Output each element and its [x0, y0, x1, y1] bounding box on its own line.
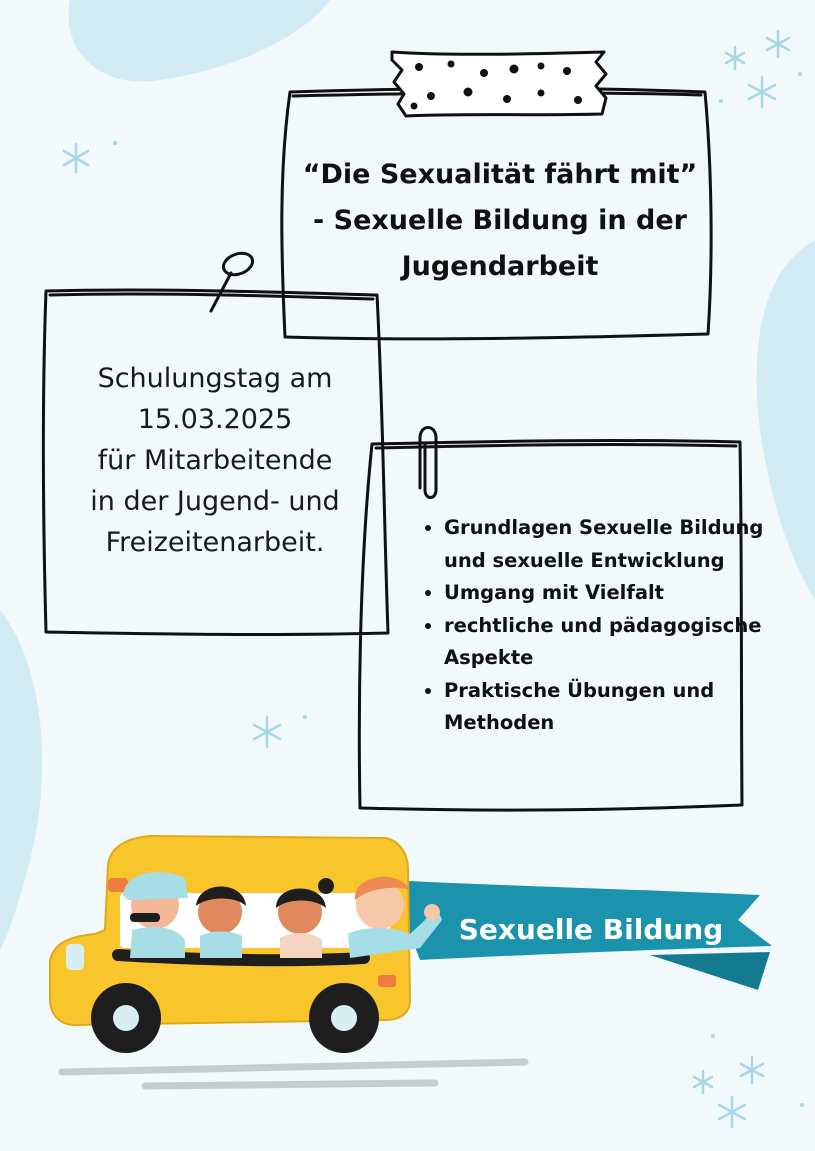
event-info-line: in der Jugend- und: [90, 486, 340, 517]
event-date: 15.03.2025: [137, 404, 293, 435]
title-line: Jugendarbeit: [401, 251, 599, 282]
ground-shadow-icon: [62, 1062, 525, 1086]
topic-item: • Praktische Übungen und Methoden: [444, 675, 764, 740]
child-icon: [196, 887, 246, 959]
event-info-line: für Mitarbeitende: [97, 445, 333, 476]
title-line: - Sexuelle Bildung in der: [313, 205, 687, 236]
event-info-line: Freizeitenarbeit.: [105, 527, 325, 558]
title-line: “Die Sexualität fährt mit”: [302, 159, 698, 190]
event-info-line: Schulungstag am: [97, 363, 333, 394]
topic-item: • Umgang mit Vielfalt: [444, 577, 764, 610]
banner-label: Sexuelle Bildung: [458, 913, 724, 946]
topic-item: • Grundlagen Sexuelle Bildung und sexuelle Entwicklung: [444, 512, 764, 577]
topic-item: • rechtliche und pädagogische Aspekte: [444, 610, 764, 675]
